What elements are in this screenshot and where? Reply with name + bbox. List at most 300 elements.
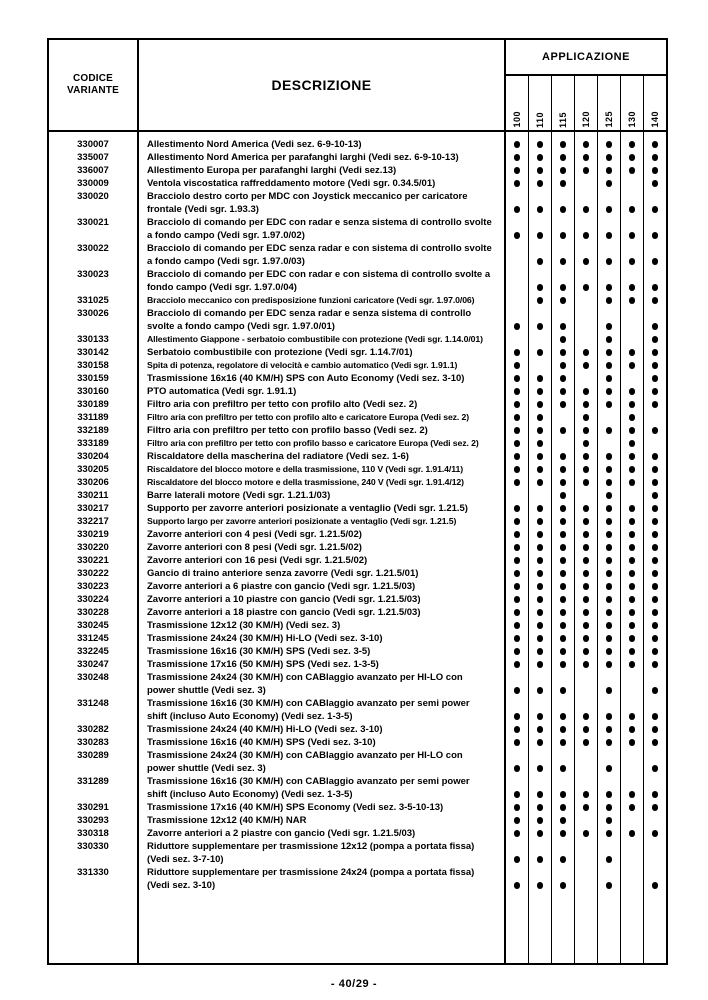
application-cell [644,190,666,203]
application-dot-icon [514,180,521,187]
application-dot-icon [583,466,590,473]
variant-code: 330330 [77,841,109,852]
table-row-application [575,749,597,775]
description-line: Allestimento Europa per parafanghi larghi (Vedi sez.13) [147,165,397,176]
application-cell [621,528,643,541]
application-dot-icon [652,388,659,395]
application-cell [506,606,528,619]
table-row-code [49,164,137,177]
application-cell [644,775,666,788]
application-dot-icon [560,492,567,499]
table-row-code [49,450,137,463]
table-row-code [49,411,137,424]
table-row-application [529,749,551,775]
description-line: Zavorre anteriori a 18 piastre con gancio (Vedi sgr. 1.21.5/03) [147,607,421,618]
application-dot-icon [583,791,590,798]
variant-code: 330220 [77,542,109,553]
application-dot-icon [514,557,521,564]
table-row-application [575,541,597,554]
application-cell [552,528,574,541]
application-dot-icon [583,440,590,447]
application-dot-icon [652,765,659,772]
application-dot-icon [514,375,521,382]
table-row-application [621,593,643,606]
application-dot-icon [606,622,613,629]
table-row-code [49,398,137,411]
table-row-code [49,515,137,528]
description-line: Barre laterali motore (Vedi sgr. 1.21.1/03) [147,490,331,501]
table-row-code [49,463,137,476]
table-row-application [529,398,551,411]
application-cell [529,190,551,203]
table-row-application [598,372,620,385]
application-dot-icon [629,739,636,746]
application-dot-icon [514,609,521,616]
application-dot-icon [514,154,521,161]
table-row-application [552,840,574,866]
application-dot-icon [514,635,521,642]
table-row-application [506,411,528,424]
table-row-application [644,580,666,593]
application-dot-icon [629,401,636,408]
application-dot-icon [514,726,521,733]
table-row-application [644,489,666,502]
application-column-header-label: 130 [627,111,637,128]
variant-code: 330204 [77,451,109,462]
application-cell [552,307,574,320]
description-line: shift (incluso Auto Economy) (Vedi sez. 1-3-5) [147,789,353,800]
application-cell [621,411,643,424]
variant-code: 330224 [77,594,109,605]
table-row-application [552,580,574,593]
application-dot-icon [652,141,659,148]
application-dot-icon [652,648,659,655]
variant-code: 331025 [77,295,109,306]
application-cell [644,151,666,164]
table-row-description [139,359,504,372]
table-row-application [552,801,574,814]
application-dot-icon [583,648,590,655]
table-row-application [506,554,528,567]
table-row-application [506,671,528,697]
application-dot-icon [537,284,544,291]
application-dot-icon [537,687,544,694]
application-dot-icon [606,804,613,811]
application-cell [529,580,551,593]
description-line: Zavorre anteriori a 10 piastre con gancio (Vedi sgr. 1.21.5/03) [147,594,421,605]
application-dot-icon [560,401,567,408]
application-dot-icon [606,609,613,616]
table-row-application [598,307,620,333]
application-dot-icon [583,232,590,239]
description-line: Filtro aria con prefiltro per tetto con profilo alto e caricatore Europa (Vedi sez. 2) [147,412,470,422]
variant-code: 330205 [77,464,109,475]
application-cell [506,385,528,398]
application-cell [598,645,620,658]
application-column-headers [506,76,666,132]
table-row-description [139,398,504,411]
application-dot-icon [537,661,544,668]
application-cell [598,801,620,814]
table-row-code [49,580,137,593]
application-cell [529,359,551,372]
application-dot-icon [629,349,636,356]
application-cell [575,450,597,463]
table-row-application [529,697,551,723]
table-row-application [506,437,528,450]
application-dot-icon [583,167,590,174]
table-row-application [529,554,551,567]
table-row-application [621,515,643,528]
application-cell [552,541,574,554]
application-dot-icon [537,505,544,512]
table-row-application [529,671,551,697]
application-cell [529,840,551,853]
description-line: Trasmissione 16x16 (40 KM/H) SPS con Auto Economy (Vedi sez. 3-10) [147,373,465,384]
application-dot-icon [514,362,521,369]
column-codice-variante [49,132,139,963]
application-dot-icon [629,648,636,655]
application-cell [529,671,551,684]
application-cell [575,437,597,450]
description-line: Supporto per zavorre anteriori posizionate a ventaglio (Vedi sgr. 1.21.5) [147,503,468,514]
application-cell [598,866,620,879]
table-row-application [552,190,574,216]
application-dot-icon [652,804,659,811]
table-row-application [575,723,597,736]
application-dot-icon [537,713,544,720]
application-column-100 [506,132,529,963]
application-cell [621,424,643,437]
application-cell [644,866,666,879]
description-line: Serbatoio combustibile con protezione (Vedi sgr. 1.14.7/01) [147,347,413,358]
variant-code: 330023 [77,269,109,280]
application-dot-icon [514,882,521,889]
variant-code: 330159 [77,373,109,384]
application-dot-icon [652,466,659,473]
table-row-application [575,554,597,567]
application-column-header-label: 120 [581,111,591,128]
table-row-application [552,437,574,450]
application-cell [529,567,551,580]
application-dot-icon [652,570,659,577]
application-cell [529,619,551,632]
table-row-application [575,398,597,411]
application-cell [529,697,551,710]
table-row-description [139,866,504,892]
table-row-application [621,645,643,658]
application-cell [506,814,528,827]
table-row-description [139,385,504,398]
table-body [49,132,666,963]
table-row-application [529,151,551,164]
application-cell [598,138,620,151]
description-line: Trasmissione 24x24 (30 KM/H) con CABlaggio avanzato per HI-LO con [147,672,463,683]
application-cell [598,268,620,281]
application-dot-icon [560,141,567,148]
table-row-application [644,346,666,359]
application-dot-icon [583,141,590,148]
application-dot-icon [583,414,590,421]
application-dot-icon [560,622,567,629]
variant-code: 335007 [77,152,109,163]
application-cell [575,879,597,892]
table-row-application [575,814,597,827]
application-cell [529,138,551,151]
table-row-application [644,619,666,632]
table-row-application [529,515,551,528]
application-dot-icon [606,232,613,239]
application-cell [621,593,643,606]
table-row-code [49,775,137,801]
application-dot-icon [629,531,636,538]
application-dot-icon [606,466,613,473]
application-dot-icon [606,817,613,824]
application-dot-icon [606,453,613,460]
table-row-application [598,749,620,775]
table-row-code [49,814,137,827]
table-header [49,40,666,132]
table-row-application [644,515,666,528]
table-row-application [529,593,551,606]
application-column-header-125 [598,76,621,132]
application-dot-icon [652,362,659,369]
table-row-application [575,619,597,632]
application-cell [644,632,666,645]
table-row-application [552,814,574,827]
header-cell-applicazione [506,40,666,130]
application-dot-icon [652,349,659,356]
application-dot-icon [606,635,613,642]
application-dot-icon [652,154,659,161]
application-dot-icon [560,349,567,356]
table-row-application [598,489,620,502]
table-row-application [529,723,551,736]
application-cell [575,216,597,229]
table-row-application [506,840,528,866]
variant-code: 330247 [77,659,109,670]
table-row-code [49,346,137,359]
variant-code: 330217 [77,503,109,514]
application-dot-icon [652,713,659,720]
table-row-description [139,840,504,866]
variant-code: 330221 [77,555,109,566]
variant-code: 330020 [77,191,109,202]
application-column-header-label: 140 [650,111,660,128]
application-cell [621,632,643,645]
application-cell [644,385,666,398]
table-row-application [621,723,643,736]
table-row-application [575,242,597,268]
table-row-application [644,814,666,827]
table-row-application [621,307,643,333]
application-cell [575,463,597,476]
application-dot-icon [560,427,567,434]
application-cell [529,541,551,554]
table-row-application [644,372,666,385]
application-cell [575,554,597,567]
description-line: Filtro aria con prefiltro per tetto con profilo basso e caricatore Europa (Vedi sez. 2) [147,438,479,448]
application-cell [506,307,528,320]
application-cell [598,775,620,788]
table-row-application [506,723,528,736]
application-dot-icon [652,167,659,174]
application-cell [552,463,574,476]
table-row-application [552,671,574,697]
table-row-application [598,723,620,736]
application-cell [529,307,551,320]
application-dot-icon [537,167,544,174]
table-row-application [644,645,666,658]
application-dot-icon [583,453,590,460]
application-dot-icon [583,635,590,642]
application-cell [529,606,551,619]
table-row-application [598,359,620,372]
application-cell [621,515,643,528]
table-row-application [529,333,551,346]
application-cell [621,151,643,164]
application-dot-icon [560,154,567,161]
description-line: Trasmissione 17x16 (50 KM/H) SPS (Vedi sez. 1-3-5) [147,659,379,670]
application-dot-icon [606,479,613,486]
application-dot-icon [629,388,636,395]
description-line: Allestimento Nord America per parafanghi larghi (Vedi sez. 6-9-10-13) [147,152,459,163]
application-cell [575,697,597,710]
table-row-application [575,151,597,164]
table-row-application [552,268,574,294]
table-row-application [552,385,574,398]
table-row-application [598,801,620,814]
table-row-application [598,619,620,632]
application-cell [552,138,574,151]
application-cell [529,723,551,736]
application-dot-icon [514,687,521,694]
application-dot-icon [537,726,544,733]
table-row-application [529,645,551,658]
application-dot-icon [629,141,636,148]
table-row-code [49,372,137,385]
application-dot-icon [652,453,659,460]
application-dot-icon [514,817,521,824]
table-row-application [598,593,620,606]
application-dot-icon [514,856,521,863]
application-dot-icon [629,154,636,161]
table-row-application [575,437,597,450]
application-cell [552,515,574,528]
application-dot-icon [629,284,636,291]
application-dot-icon [629,206,636,213]
description-line: Gancio di traino anteriore senza zavorre (Vedi sgr. 1.21.5/01) [147,568,419,579]
application-dot-icon [560,479,567,486]
table-row-application [621,554,643,567]
application-cell [552,775,574,788]
application-dot-icon [537,804,544,811]
application-cell [506,151,528,164]
application-dot-icon [514,440,521,447]
table-row-application [575,424,597,437]
application-cell [529,424,551,437]
table-row-application [575,190,597,216]
application-dot-icon [629,167,636,174]
application-dot-icon [583,713,590,720]
table-row-code [49,216,137,242]
application-cell [644,268,666,281]
application-cell [621,216,643,229]
application-dot-icon [652,505,659,512]
application-dot-icon [606,765,613,772]
application-dot-icon [514,388,521,395]
application-dot-icon [652,609,659,616]
table-row-application [552,502,574,515]
application-cell [621,138,643,151]
table-row-application [552,242,574,268]
application-cell [552,723,574,736]
application-dot-icon [560,791,567,798]
table-row-description [139,515,504,528]
application-dot-icon [652,622,659,629]
application-dot-icon [514,323,521,330]
table-row-description [139,541,504,554]
application-cell [644,697,666,710]
variant-code: 331248 [77,698,109,709]
application-cell [552,567,574,580]
table-row-code [49,359,137,372]
application-dot-icon [514,206,521,213]
application-cell [598,242,620,255]
application-dot-icon [606,167,613,174]
application-dot-icon [629,479,636,486]
table-row-application [529,632,551,645]
table-row-application [598,515,620,528]
table-row-description [139,164,504,177]
application-dot-icon [652,583,659,590]
table-row-application [644,216,666,242]
table-row-application [621,632,643,645]
application-cell [598,606,620,619]
table-row-application [644,840,666,866]
description-line: Trasmissione 16x16 (30 KM/H) con CABlaggio avanzato per semi power [147,776,470,787]
application-cell [529,632,551,645]
application-cell [552,580,574,593]
application-dot-icon [583,518,590,525]
application-cell [621,541,643,554]
application-dot-icon [560,323,567,330]
application-column-125 [598,132,621,963]
table-row-application [621,567,643,580]
application-cell [644,307,666,320]
application-dot-icon [629,440,636,447]
application-cell [575,333,597,346]
application-cell [644,502,666,515]
variant-code: 330289 [77,750,109,761]
application-dot-icon [583,427,590,434]
application-dot-icon [560,375,567,382]
table-row-description [139,658,504,671]
table-row-application [598,463,620,476]
application-cell [506,190,528,203]
table-row-description [139,307,504,333]
application-dot-icon [583,479,590,486]
table-row-application [529,359,551,372]
application-dot-icon [514,479,521,486]
table-row-application [621,411,643,424]
table-row-description [139,190,504,216]
application-cell [575,138,597,151]
table-row-description [139,697,504,723]
application-dot-icon [537,648,544,655]
application-cell [644,164,666,177]
table-row-code [49,177,137,190]
